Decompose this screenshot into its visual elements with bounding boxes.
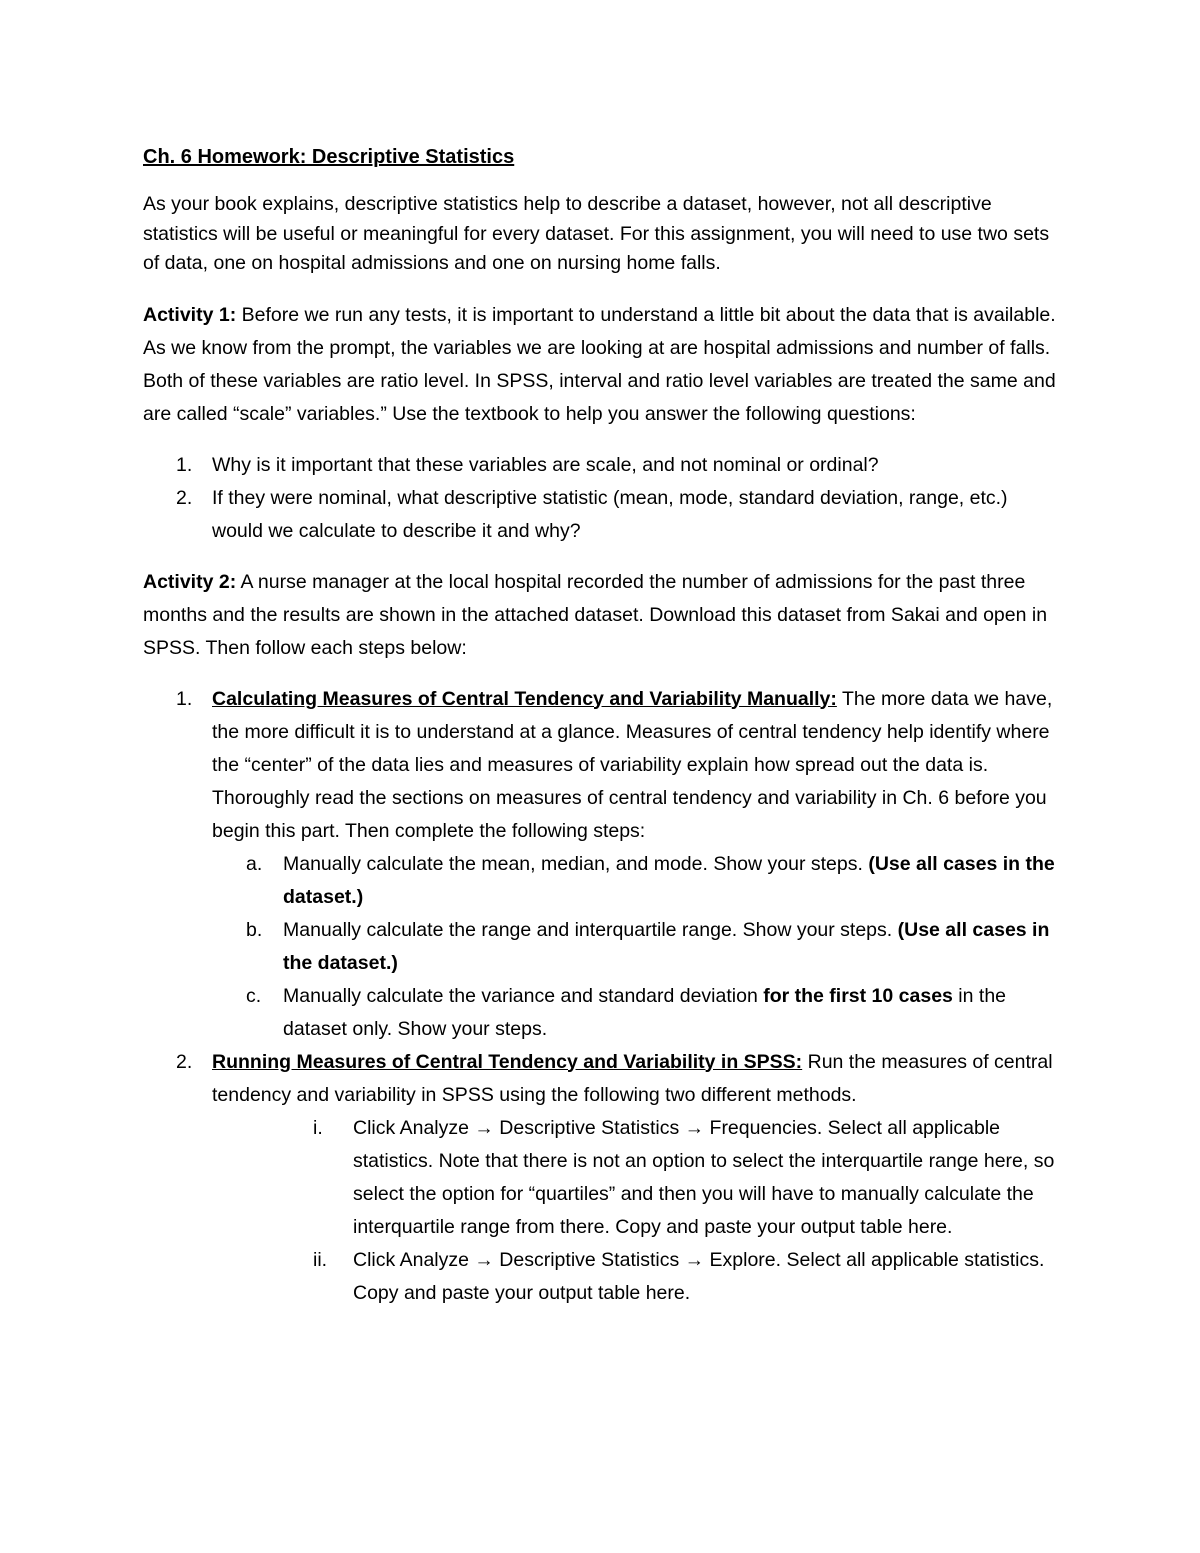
substep-text: Manually calculate the variance and standard deviation (283, 984, 764, 1007)
method-text: Explore. Select all applicable statistics. Copy and paste your output table here. (353, 1248, 1045, 1304)
activity2-steps (143, 683, 1063, 1310)
list-marker: 2. (176, 486, 193, 509)
activity1-label: Activity 1: (143, 303, 237, 326)
list-marker: ii. (313, 1248, 328, 1271)
list-marker: 1. (176, 453, 193, 476)
list-item (143, 848, 1063, 914)
list-marker: c. (246, 984, 262, 1007)
activity1-questions (143, 449, 1063, 548)
step1-text: The more data we have, the more difficult it is to understand at a glance. Measures of central tendency help identify where the “center” of the data lies and measures of variability explain how spread out the data is. Thoroughly read the sections on measures of central tendency and variability in Ch. 6 before you begin this part. Then complete the following steps: (212, 687, 1053, 842)
list-item (143, 482, 1063, 548)
question-text: If they were nominal, what descriptive statistic (mean, mode, standard deviation, range, etc.) would we calculate to describe it and why? (212, 486, 1008, 542)
step2-methods (212, 1112, 1063, 1310)
document-body (143, 142, 1063, 1310)
activity1-paragraph (143, 299, 1063, 431)
substep-emphasis: (Use all cases in the dataset.) (283, 918, 1050, 974)
arrow-right-icon: → (684, 1116, 705, 1139)
list-item (143, 683, 1063, 1046)
substep-emphasis: (Use all cases in the dataset.) (283, 852, 1055, 908)
list-item (143, 449, 1063, 482)
arrow-right-icon: → (684, 1248, 705, 1271)
list-item (143, 1244, 1063, 1310)
substep-text-after: in the dataset only. Show your steps. (283, 984, 1007, 1040)
activity1-text: Before we run any tests, it is important to understand a little bit about the data that is available. As we know from the prompt, the variables we are looking at are hospital admissions and number of falls. Both of these variables are ratio level. In SPSS, interval and ratio level variables are treated the same and are called “scale” variables.” Use the textbook to help you answer the following questions: (143, 303, 1056, 425)
list-marker: 2. (176, 1050, 193, 1073)
activity2-paragraph (143, 566, 1063, 665)
substep-text: Manually calculate the mean, median, and mode. Show your steps. (283, 852, 869, 875)
step1-substeps (212, 848, 1063, 1046)
step1-heading: Calculating Measures of Central Tendency and Variability Manually: (212, 687, 837, 710)
method-text: Click Analyze (353, 1116, 475, 1139)
method-text: Frequencies. Select all applicable statistics. Note that there is not an option to select the interquartile range here, so select the option for “quartiles” and then you will have to manually calculate the interquartile range from there. Copy and paste your output table here. (353, 1116, 1055, 1238)
list-item (143, 914, 1063, 980)
method-text: Descriptive Statistics (493, 1248, 685, 1271)
substep-text: Manually calculate the range and interquartile range. Show your steps. (283, 918, 898, 941)
substep-emphasis: for the first 10 cases (763, 984, 953, 1007)
list-marker: i. (313, 1116, 323, 1139)
list-marker: b. (246, 918, 263, 941)
list-marker: a. (246, 852, 263, 875)
question-text: Why is it important that these variables are scale, and not nominal or ordinal? (212, 453, 879, 476)
arrow-right-icon: → (474, 1248, 494, 1271)
list-marker: 1. (176, 687, 193, 710)
activity2-text: A nurse manager at the local hospital recorded the number of admissions for the past three months and the results are shown in the attached dataset. Download this dataset from Sakai and open in SPSS. Then follow each steps below: (143, 570, 1048, 659)
method-text: Click Analyze (353, 1248, 475, 1271)
list-item (143, 1046, 1063, 1310)
list-item (143, 980, 1063, 1046)
intro-paragraph: As your book explains, descriptive statistics help to describe a dataset, however, not all descriptive statistics will be useful or meaningful for every dataset. For this assignment, you will need to use two sets of data, one on hospital admissions and one on nursing home falls. (143, 193, 1050, 274)
activity2-label: Activity 2: (143, 570, 237, 593)
step2-text: Run the measures of central tendency and variability in SPSS using the following two different methods. (212, 1050, 1053, 1106)
method-text: Descriptive Statistics (493, 1116, 685, 1139)
step2-heading: Running Measures of Central Tendency and Variability in SPSS: (212, 1050, 803, 1073)
page-title: Ch. 6 Homework: Descriptive Statistics (143, 146, 515, 168)
list-item (143, 1112, 1063, 1244)
arrow-right-icon: → (474, 1116, 494, 1139)
